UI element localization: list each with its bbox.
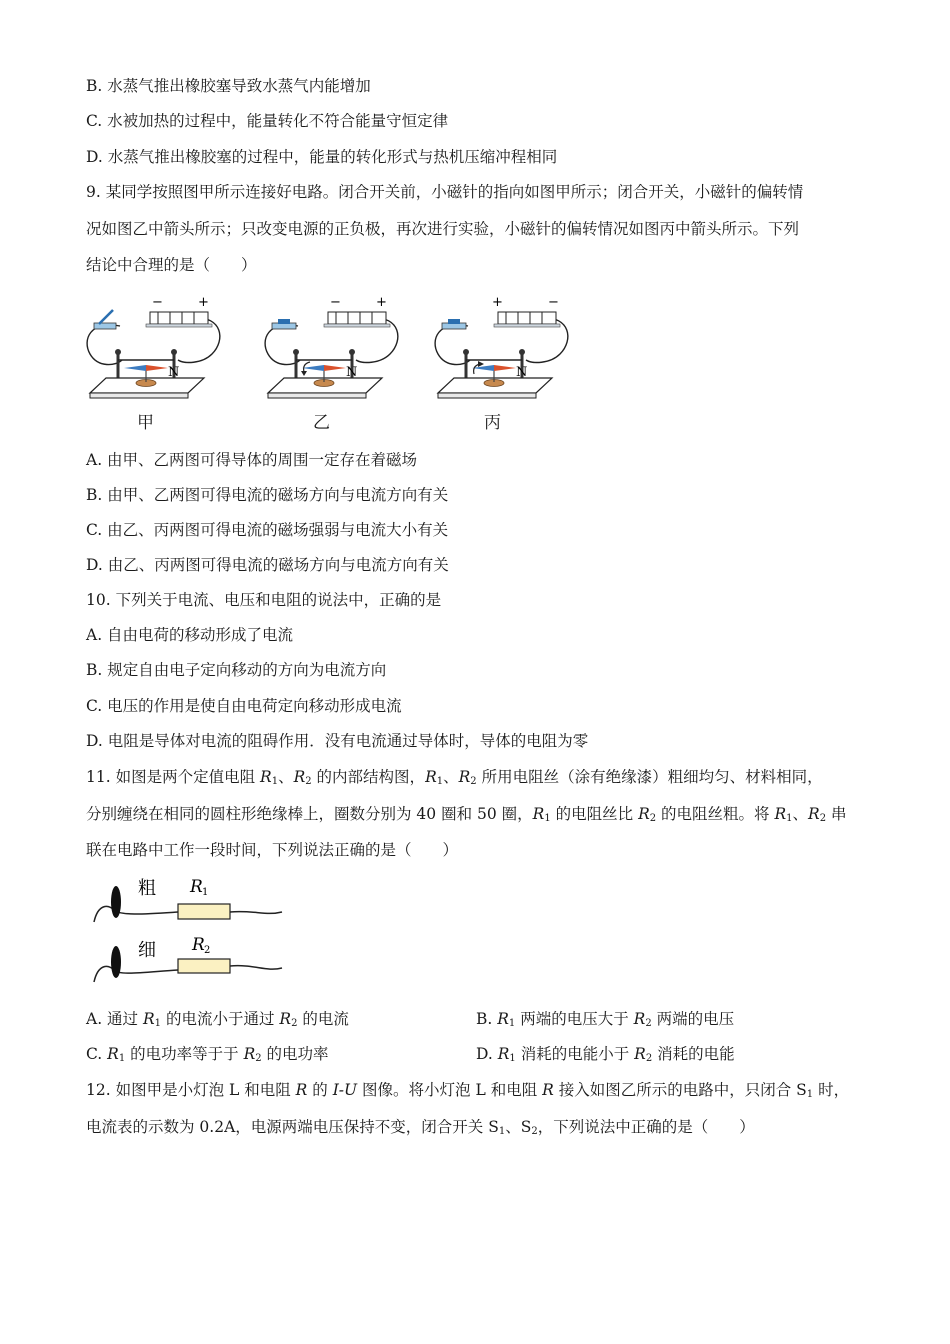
q9-yi-right-pole: +	[376, 295, 387, 310]
q9-stem-line-1: 9. 某同学按照图甲所示连接好电路。闭合开关前，小磁针的指向如图甲所示；闭合开关，小磁针的偏转情	[86, 183, 804, 201]
q9-caption-yi: 乙	[313, 413, 330, 433]
r1-label-sub: 1	[202, 887, 209, 898]
q9-caption-bing: 丙	[484, 413, 501, 433]
q9-stem-line-2: 况如图乙中箭头所示；只改变电源的正负极，再次进行实验，小磁针的偏转情况如图丙中箭头所示。下列	[86, 220, 800, 238]
q11-stem-line-2: 分别缠绕在相同的圆柱形绝缘棒上，圈数分别为 40 圈和 50 圈，$R_1$ 的电阻丝比 $R_2$ 的电阻丝粗。将 $R_1$、$R_2$ 串	[86, 805, 847, 824]
q9-jia-right-pole: +	[198, 295, 209, 310]
r2-label-sub: 2	[204, 945, 211, 956]
q9-bing-left-pole: +	[492, 295, 503, 310]
q9-figure-yi	[258, 292, 408, 407]
q9-yi-left-pole: −	[330, 295, 341, 310]
q11-option-c: C. $R_1$ 的电功率等于于 $R_2$ 的电功率	[86, 1045, 329, 1064]
q12-stem-line-1: 12. 如图甲是小灯泡 L 和电阻 R 的 I-U 图像。将小灯泡 L 和电阻 R 接入如图乙所示的电路中，只闭合 $S_1$ 时，	[86, 1081, 850, 1100]
r2-label: R	[192, 935, 205, 955]
q11-option-d: D. $R_1$ 消耗的电能小于 $R_2$ 消耗的电能	[476, 1045, 735, 1064]
q9-bing-right-pole: −	[548, 295, 559, 310]
q8-option-b: B. 水蒸气推出橡胶塞导致水蒸气内能增加	[86, 77, 371, 95]
q9-figure-bing	[428, 292, 578, 407]
q10-stem: 10. 下列关于电流、电压和电阻的说法中，正确的是	[86, 591, 442, 609]
q9-yi-n-label: N	[346, 365, 358, 380]
q11-resistor-figure	[86, 872, 296, 992]
q11-option-a: A. 通过 $R_1$ 的电流小于通过 $R_2$ 的电流	[86, 1010, 349, 1029]
q9-bing-n-label: N	[516, 365, 528, 380]
q9-figure-jia	[80, 292, 230, 407]
q12-stem-line-2: 电流表的示数为 0.2A，电源两端电压保持不变，闭合开关 $S_1$、$S_2$，下列说法中正确的是（ ）	[86, 1118, 755, 1137]
q10-option-d: D. 电阻是导体对电流的阻碍作用．没有电流通过导体时，导体的电阻为零	[86, 732, 589, 750]
q8-option-d: D. 水蒸气推出橡胶塞的过程中，能量的转化形式与热机压缩冲程相同	[86, 148, 558, 166]
q9-option-b: B. 由甲、乙两图可得电流的磁场方向与电流方向有关	[86, 486, 449, 504]
q9-option-a: A. 由甲、乙两图可得导体的周围一定存在着磁场	[86, 451, 418, 469]
q10-option-a: A. 自由电荷的移动形成了电流	[86, 626, 294, 644]
q9-jia-n-label: N	[168, 365, 180, 380]
r1-label: R	[190, 877, 203, 897]
q10-option-c: C. 电压的作用是使自由电荷定向移动形成电流	[86, 697, 402, 715]
q11-option-b: B. $R_1$ 两端的电压大于 $R_2$ 两端的电压	[476, 1010, 735, 1029]
q9-stem-line-3: 结论中合理的是（ ）	[86, 256, 257, 274]
q9-caption-jia: 甲	[137, 413, 154, 433]
q11-stem-line-3: 联在电路中工作一段时间，下列说法正确的是（ ）	[86, 841, 459, 859]
r1-thickness-label: 粗	[138, 878, 156, 899]
q9-option-c: C. 由乙、丙两图可得电流的磁场强弱与电流大小有关	[86, 521, 449, 539]
r2-thickness-label: 细	[138, 940, 156, 961]
q10-option-b: B. 规定自由电子定向移动的方向为电流方向	[86, 661, 387, 679]
q9-option-d: D. 由乙、丙两图可得电流的磁场方向与电流方向有关	[86, 556, 449, 574]
q9-jia-left-pole: −	[152, 295, 163, 310]
q11-stem-line-1: 11. 如图是两个定值电阻 $R_1$、$R_2$ 的内部结构图，$R_1$、$R_2$ 所用电阻丝（涂有绝缘漆）粗细均匀、材料相同，	[86, 768, 823, 787]
q8-option-c: C. 水被加热的过程中，能量转化不符合能量守恒定律	[86, 112, 449, 130]
